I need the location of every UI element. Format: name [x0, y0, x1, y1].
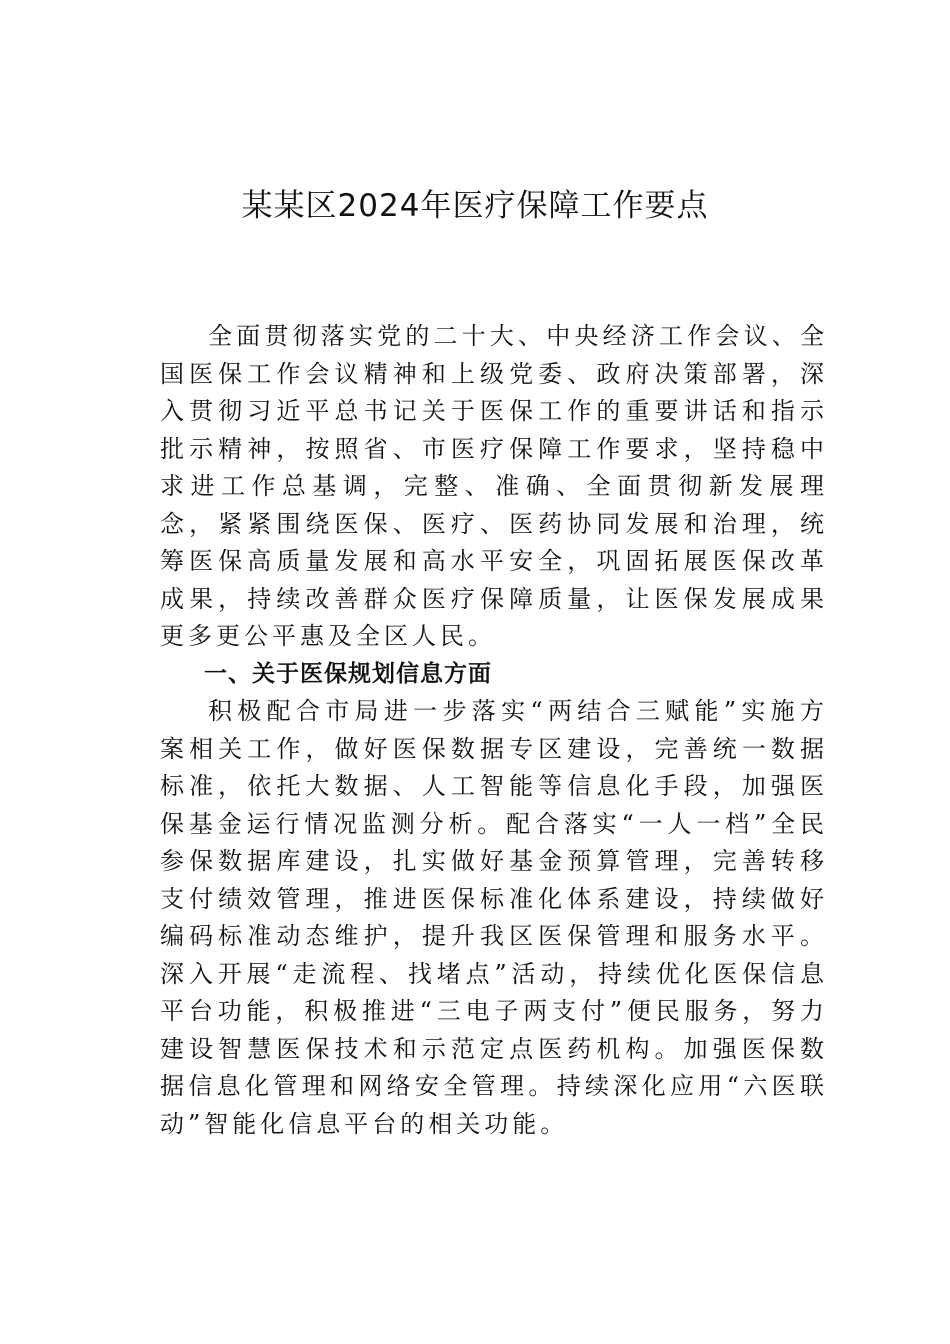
section-heading: 一、关于医保规划信息方面: [204, 660, 492, 687]
document-body: [160, 318, 828, 1143]
intro-paragraph: 全面贯彻落实党的二十大、中央经济工作会议、全国医保工作会议精神和上级党委、政府决策部署，深入贯彻习近平总书记关于医保工作的重要讲话和指示批示精神，按照省、市医疗保障工作要求，坚持稳中求进工作总基调，完整、准确、全面贯彻新发展理念，紧紧围绕医保、医疗、医药协同发展和治理，统筹医保高质量发展和高水平安全，巩固拓展医保改革成果，持续改善群众医疗保障质量，让医保发展成果更多更公平惠及全区人民。: [160, 322, 828, 650]
section-paragraph: 积极配合市局进一步落实“两结合三赋能”实施方案相关工作，做好医保数据专区建设，完善统一数据标准，依托大数据、人工智能等信息化手段，加强医保基金运行情况监测分析。配合落实“一人一档”全民参保数据库建设，扎实做好基金预算管理，完善转移支付绩效管理，推进医保标准化体系建设，持续做好编码标准动态维护，提升我区医保管理和服务水平。深入开展“走流程、找堵点”活动，持续优化医保信息平台功能，积极推进“三电子两支付”便民服务，努力建设智慧医保技术和示范定点医药机构。加强医保数据信息化管理和网络安全管理。持续深化应用“六医联动”智能化信息平台的相关功能。: [160, 697, 828, 1138]
document-title: 某某区2024年医疗保障工作要点: [241, 188, 709, 224]
